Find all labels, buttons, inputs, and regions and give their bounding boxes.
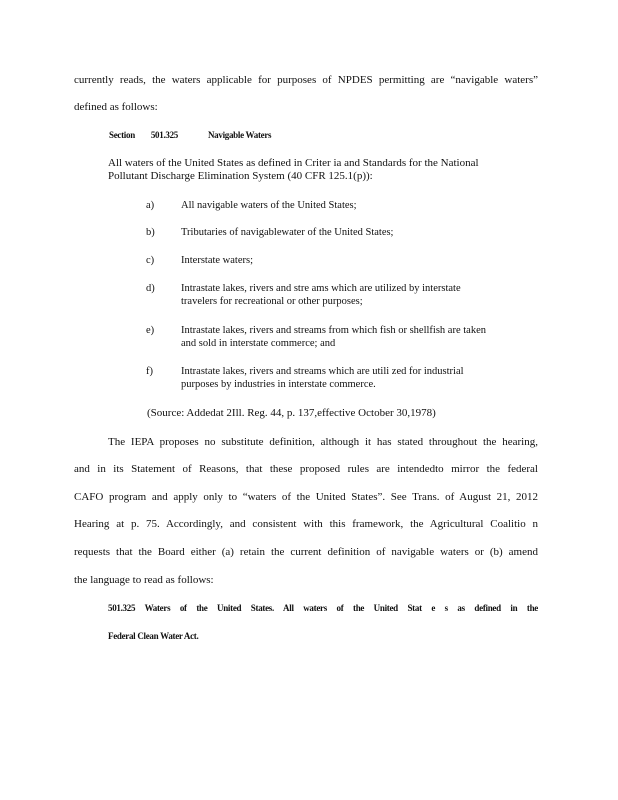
definition-line-2: Pollutant Discharge Elimination System (40 CFR 125.1(p)): [108, 170, 373, 182]
body-line-4: Hearing at p. 75. Accordingly, and consistent with this framework, the Agricultural Coalitio n [74, 518, 538, 530]
list-item-text-line-2: and sold in interstate commerce; and [181, 338, 336, 349]
section-number: 501.325 [150, 130, 179, 140]
list-item-text: Interstate waters; [181, 255, 254, 266]
list-item-marker: b) [146, 227, 155, 238]
list-item-text-line-2: purposes by industries in interstate commerce. [181, 379, 376, 390]
body-line-3: CAFO program and apply only to “waters of the United States”. See Trans. of August 21, 2012 [74, 491, 538, 503]
definition-line-1: All waters of the United States as defined in Criter ia and Standards for the National [108, 157, 479, 169]
list-item-text: All navigable waters of the United States; [181, 200, 357, 211]
list-item-text-line-2: travelers for recreational or other purposes; [181, 296, 363, 307]
list-item-text-line-1: Intrastate lakes, rivers and streams from which fish or shellfish are taken [181, 325, 486, 336]
list-item-marker: d) [146, 283, 155, 294]
list-item-text-line-1: Intrastate lakes, rivers and stre ams which are utilized by interstate [181, 283, 461, 294]
proposed-rule-line-1: 501.325 Waters of the United States. All waters of the United Stat e s as defined in the [108, 603, 538, 613]
list-item-marker: c) [146, 255, 155, 266]
list-item-marker: e) [146, 325, 155, 336]
intro-line-2: defined as follows: [74, 101, 158, 113]
list-item-marker: a) [146, 200, 155, 211]
definition-paragraph [108, 157, 508, 183]
body-line-1: The IEPA proposes no substitute definition, although it has stated throughout the hearing, [108, 436, 538, 448]
body-line-6: the language to read as follows: [74, 574, 214, 586]
proposed-rule-line-2: Federal Clean Water Act. [108, 631, 199, 641]
list-item-text: Tributaries of navigablewater of the United States; [181, 227, 394, 238]
list-item-marker: f) [146, 366, 153, 377]
list-item-text-line-1: Intrastate lakes, rivers and streams which are utili zed for industrial [181, 366, 464, 377]
body-line-2: and in its Statement of Reasons, that these proposed rules are intendedto mirror the federal [74, 463, 538, 475]
section-title: Navigable Waters [207, 130, 272, 140]
section-label: Section [109, 130, 135, 140]
body-line-5: requests that the Board either (a) retain the current definition of navigable waters or (b) amend [74, 546, 538, 558]
section-heading [109, 130, 271, 141]
intro-line-1: currently reads, the waters applicable for purposes of NPDES permitting are “navigable waters” [74, 74, 538, 86]
source-citation: (Source: Addedat 2Ill. Reg. 44, p. 137,effective October 30,1978) [147, 407, 436, 419]
